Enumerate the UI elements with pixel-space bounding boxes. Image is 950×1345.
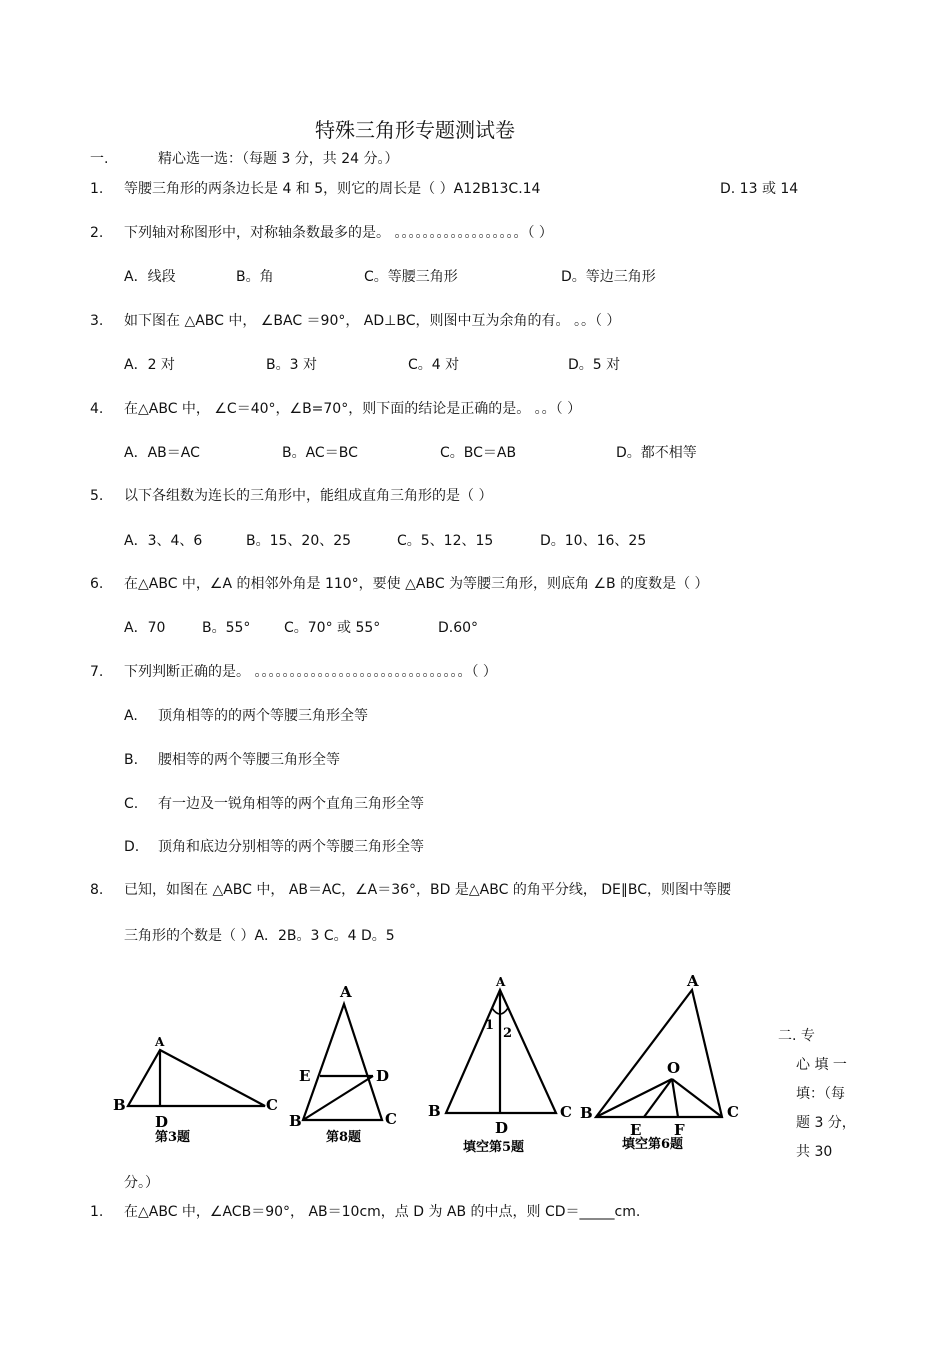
section2-heading-tail: 分。） xyxy=(124,1175,159,1191)
q5-option-b: B。15、20、25 xyxy=(246,533,352,549)
q2-number: 2. xyxy=(90,225,104,241)
q1-text: 等腰三角形的两条边长是 4 和 5，则它的周长是（ ）A12B13C.14 xyxy=(124,181,541,197)
q7-option-b-text: 腰相等的两个等腰三角形全等 xyxy=(158,752,340,768)
q8-number: 8. xyxy=(90,882,104,898)
section1-number: 一. xyxy=(90,151,109,167)
q7-number: 7. xyxy=(90,664,104,680)
fig5-label-c: C xyxy=(560,1103,572,1121)
q3-text: 如下图在 △ABC 中， ∠BAC ＝90°， AD⊥BC，则图中互为余角的有。 。。（ ） xyxy=(124,313,621,329)
fig8-label-b: B xyxy=(289,1112,302,1130)
figures-svg xyxy=(0,960,770,1170)
q6-text: 在△ABC 中，∠A 的相邻外角是 110°，要使 △ABC 为等腰三角形，则底角 ∠B 的度数是（ ） xyxy=(124,576,709,592)
fig6-caption: 填空第6题 xyxy=(622,1137,684,1152)
section2-heading-line2: 心 填 一 xyxy=(796,1057,847,1073)
section1-heading: 精心选一选：（每题 3 分，共 24 分。） xyxy=(158,151,399,167)
q5-option-a: A．3、4、6 xyxy=(124,533,203,549)
fig6-label-b: B xyxy=(580,1104,593,1122)
fig6-label-f: F xyxy=(674,1121,685,1139)
page-title: 特殊三角形专题测试卷 xyxy=(315,118,515,142)
fig5-caption: 填空第5题 xyxy=(463,1140,525,1155)
fig6-label-c: C xyxy=(727,1103,739,1121)
fig5-label-1: 1 xyxy=(485,1018,495,1033)
q2-option-d: D。等边三角形 xyxy=(561,269,656,285)
fig5-label-d: D xyxy=(495,1119,509,1137)
fig6-label-e: E xyxy=(630,1121,642,1139)
q5-option-d: D。10、16、25 xyxy=(540,533,647,549)
fill1-number: 1. xyxy=(90,1204,104,1220)
q2-option-b: B。角 xyxy=(236,269,274,285)
fig8-label-c: C xyxy=(385,1110,397,1128)
q8-text: 已知，如图在 △ABC 中， AB＝AC，∠A＝36°，BD 是△ABC 的角平分线， DE∥BC，则图中等腰 xyxy=(124,882,732,898)
q6-option-a: A．70 xyxy=(124,620,166,636)
section2-heading-line3: 填：（每 xyxy=(796,1086,845,1102)
q3-number: 3. xyxy=(90,313,104,329)
fig3-caption: 第3题 xyxy=(155,1130,191,1145)
q4-option-a: A．AB＝AC xyxy=(124,445,200,461)
fig8-label-a: A xyxy=(340,983,352,1001)
q6-option-d: D.60° xyxy=(438,620,479,636)
q6-option-b: B。55° xyxy=(202,620,251,636)
q5-option-c: C。5、12、15 xyxy=(397,533,494,549)
q7-option-d-text: 顶角和底边分别相等的两个等腰三角形全等 xyxy=(158,839,424,855)
q3-option-a: A．2 对 xyxy=(124,357,175,373)
q4-text: 在△ABC 中， ∠C＝40°，∠B=70°，则下面的结论是正确的是。 。。（ ） xyxy=(124,401,582,417)
q4-option-b: B。AC＝BC xyxy=(282,445,358,461)
q2-option-a: A．线段 xyxy=(124,269,176,285)
section2-heading-line5: 共 30 xyxy=(796,1144,833,1160)
q4-number: 4. xyxy=(90,401,104,417)
q7-option-a-text: 顶角相等的的两个等腰三角形全等 xyxy=(158,708,368,724)
fig5-label-2: 2 xyxy=(503,1026,513,1041)
fig6-label-o: O xyxy=(667,1059,681,1077)
section2-heading-line1: 二. 专 xyxy=(778,1028,815,1044)
fig3-label-a: A xyxy=(155,1035,165,1049)
q7-option-d-letter: D. xyxy=(124,839,140,855)
q4-option-d: D。都不相等 xyxy=(616,445,697,461)
fig5-label-a: A xyxy=(496,975,506,989)
section2-heading-line4: 题 3 分， xyxy=(796,1115,856,1131)
fig3-label-d: D xyxy=(155,1113,169,1131)
q7-option-a-letter: A. xyxy=(124,708,138,724)
fig8-label-d: D xyxy=(376,1067,390,1085)
q3-option-c: C。4 对 xyxy=(408,357,460,373)
fig8-label-e: E xyxy=(299,1067,311,1085)
q2-text: 下列轴对称图形中，对称轴条数最多的是。 。。。。。。。。。。。。。。。。。。（ ） xyxy=(124,225,553,241)
q4-option-c: C。BC＝AB xyxy=(440,445,517,461)
q5-number: 5. xyxy=(90,488,104,504)
q7-option-b-letter: B. xyxy=(124,752,139,768)
fig5-label-b: B xyxy=(428,1102,441,1120)
q3-option-b: B。3 对 xyxy=(266,357,317,373)
q7-option-c-text: 有一边及一锐角相等的两个直角三角形全等 xyxy=(158,796,424,812)
q3-option-d: D。5 对 xyxy=(568,357,621,373)
q1-option-d: D. 13 或 14 xyxy=(720,181,799,197)
fig3-label-b: B xyxy=(113,1096,126,1114)
q5-text: 以下各组数为连长的三角形中，能组成直角三角形的是（ ） xyxy=(124,488,493,504)
q7-option-c-letter: C. xyxy=(124,796,139,812)
fig8-caption: 第8题 xyxy=(326,1130,362,1145)
q8-text-line2: 三角形的个数是（ ）A．2B。3 C。4 D。5 xyxy=(124,928,395,944)
fig3-label-c: C xyxy=(266,1096,278,1114)
q1-number: 1. xyxy=(90,181,104,197)
q6-number: 6. xyxy=(90,576,104,592)
q6-option-c: C。70° 或 55° xyxy=(284,620,381,636)
q7-text: 下列判断正确的是。 。。。。。。。。。。。。。。。。。。。。。。。。。。。。。。（ ） xyxy=(124,664,497,680)
fill1-text: 在△ABC 中，∠ACB＝90°， AB＝10cm，点 D 为 AB 的中点，则 CD＝_____cm. xyxy=(124,1204,641,1220)
q2-option-c: C。等腰三角形 xyxy=(364,269,458,285)
fig6-label-a: A xyxy=(687,972,699,990)
